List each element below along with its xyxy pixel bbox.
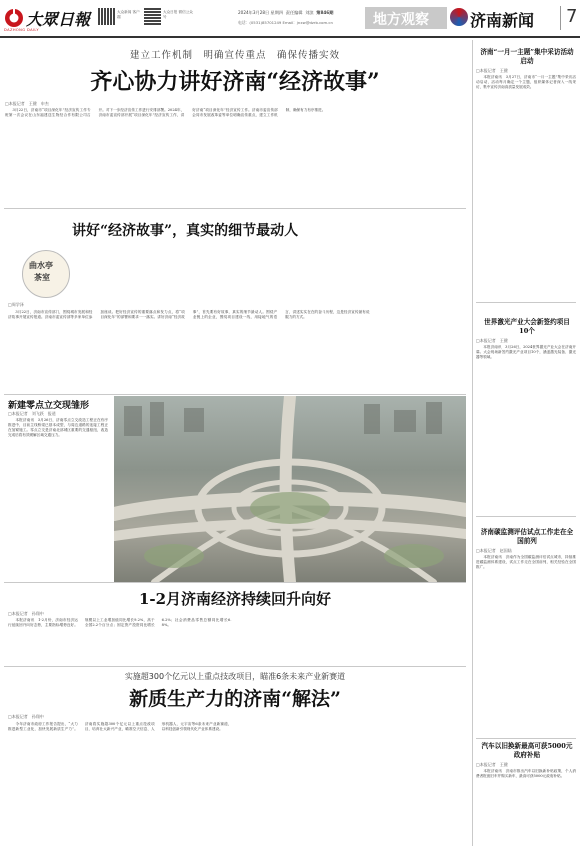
economy-byline: □本报记者 孙翔中	[8, 611, 44, 616]
lead-body: 3月22日，济南市“项目深化年”经济宣传工作专班第一次会议在山东福建送生物经合作有限公司召开。对下一步经济宣传工作进行安排部署。2024年，济南市委宣传部开展“项目深化年”经济宣传工作，讲好济南“项目深化年”经济宣传工作。济南市委宣传部会同市发展改革委等单位明确宣传重点，建立工作机制，确保有力有序推进。	[5, 108, 326, 118]
divider	[4, 208, 466, 209]
sidebar-item	[476, 304, 578, 516]
divider	[476, 516, 576, 517]
section-name: 济南新闻	[450, 7, 560, 29]
interchange-illustration	[114, 396, 466, 582]
productivity-body: 今年济南市政府工作报告提出，“大力推进新型工业化，加快发展新质生产力”。济南将实施超300个亿元以上重点技改项目，培育壮大新兴产业，瞄准空天信息、人形机器人、元宇宙等6条未来产业新赛道，以科技创新引领现代化产业体系建设。	[8, 722, 232, 732]
divider	[476, 302, 576, 303]
productivity-byline: □本报记者 孙翔中	[8, 714, 44, 719]
sidebar-byline: □本报记者 赵国陆	[476, 548, 512, 553]
sidebar-body: 本报济南讯 济南市推出汽车以旧换新补贴政策，个人消费者报废旧车并购买新车，最高可获5000元政府补贴。	[476, 769, 576, 779]
page-number: 7	[560, 6, 580, 30]
divider	[4, 582, 466, 583]
sidebar-body: 本报济南讯 3月26日，2024世界激光产业大会在济南开幕。大会现场新签约激光产业项目10个，涵盖激光装备、激光器等领域。	[476, 345, 576, 360]
economy-headline: 1-2月济南经济持续回升向好	[138, 590, 332, 608]
masthead-meta	[238, 10, 368, 16]
divider	[4, 394, 466, 395]
productivity-kicker: 实施超300个亿元以上重点技改项目，瞄准6条未来产业新赛道	[124, 672, 346, 681]
photo-story-headline: 新建零点立交现雏形	[8, 401, 90, 411]
economy-body: 本报济南讯 1-2月份，济南市经济运行延续回升向好态势，主要指标增势良好。规模以上工业增加值同比增长9.2%，高于全国2.2个百分点；固定资产投资同比增长6.2%；社会消费品零售总额同比增长6.8%。	[8, 618, 232, 628]
column-body: 3月22日，济南市宣传部门，围绕城市发展和经济故事开展宣传报道。济南市委宣传部等多家单位参加座谈。把好经济宣传的重要落点和发力点，将“项目深化年”的部署和要求一一落实。讲好济南“经济故事”，首先要有好故事，真实的细节最动人。围绕产业链上的企业，围绕项目建设一线，用接地气的语言，讲述实实在在的奋斗历程，这是经济宣传最有说服力的方式。	[8, 310, 370, 320]
sidebar-headline: 济南碳监测评估试点工作走在全国前列	[480, 528, 574, 545]
column-byline: □周学泽	[8, 302, 24, 307]
productivity-story	[0, 668, 470, 846]
lead-kicker: 建立工作机制 明确宣传重点 确保传播实效	[129, 50, 340, 61]
sidebar-item	[476, 740, 578, 846]
sidebar-headline: 世界激光产业大会新签约项目10个	[484, 318, 570, 335]
logo-text: 大眾日報	[26, 10, 91, 29]
sidebar	[476, 42, 578, 846]
newspaper-logo	[4, 7, 96, 33]
contact-line: 电话：(0531)85701249 Email：jnxw@dzrb.com.cn	[238, 20, 333, 25]
issue-date: 2024年3月28日 星期四	[238, 10, 284, 15]
qr-code-icon	[144, 8, 161, 25]
sidebar-divider	[472, 40, 473, 846]
sidebar-item	[476, 518, 578, 738]
sidebar-headline: 济南“一月一主题”集中采访活动启动	[480, 48, 574, 65]
photo-story-byline: □本报记者 刘飞跃 报道	[8, 411, 56, 416]
divider	[4, 666, 466, 667]
issue-number: 第846期	[316, 10, 334, 15]
lead-story	[0, 44, 470, 208]
lead-byline: □本报记者 王健 申杰	[5, 101, 49, 106]
lead-headline: 齐心协力讲好济南“经济故事”	[90, 69, 380, 95]
divider	[476, 738, 576, 739]
slogan-app: 大众新闻 客户端	[117, 10, 140, 19]
qr-code-icon	[98, 8, 115, 25]
logo-emblem-icon	[4, 8, 24, 28]
column-story	[0, 210, 470, 394]
sidebar-body: 本报济南讯 济南作为全国碳监测评估试点城市，持续推进碳监测体系建设，试点工作走在全国前列，相关经验在全国推广。	[476, 555, 576, 570]
sidebar-byline: □本报记者 王健	[476, 68, 508, 73]
interchange-aerial-photo	[114, 396, 466, 582]
productivity-headline: 新质生产力的济南“解法”	[129, 688, 341, 710]
column-headline: 讲好“经济故事”，真实的细节最动人	[72, 223, 299, 239]
sidebar-body: 本报济南讯 3月27日，济南市“一月一主题”集中采访活动启动，活动每月确定一个主题，组织媒体记者深入一线采访，集中宣传济南高质量发展成效。	[476, 75, 576, 90]
sidebar-headline: 汽车以旧换新最高可获5000元政府补贴	[481, 742, 573, 759]
logo-subtitle: DAZHONG DAILY	[4, 28, 39, 32]
sidebar-byline: □本报记者 王健	[476, 338, 508, 343]
sidebar-item	[476, 42, 578, 300]
slogan-wechat: 大众日报 微信公众号	[163, 10, 193, 19]
economy-story	[0, 584, 470, 666]
column-badge: 曲水亭 茶室	[22, 250, 68, 296]
sidebar-byline: □本报记者 王健	[476, 762, 508, 767]
editor-name: 刘滨	[305, 10, 314, 15]
photo-story	[0, 396, 470, 582]
editor-label: 责任编辑	[285, 10, 303, 15]
masthead-rule	[0, 36, 580, 38]
photo-story-body: 本报济南讯 3月26日，济南零点立交改造工程正在有序推进中，目前主线桥梁已基本成型，与周边道路的连接工程正在加紧施工。零点立交是济南北部城区重要的交通枢纽，改造完成后将有效缓解区域交通压力。	[8, 418, 108, 438]
section-swirl-icon	[450, 8, 468, 26]
section-title: 地方观察	[365, 7, 447, 29]
